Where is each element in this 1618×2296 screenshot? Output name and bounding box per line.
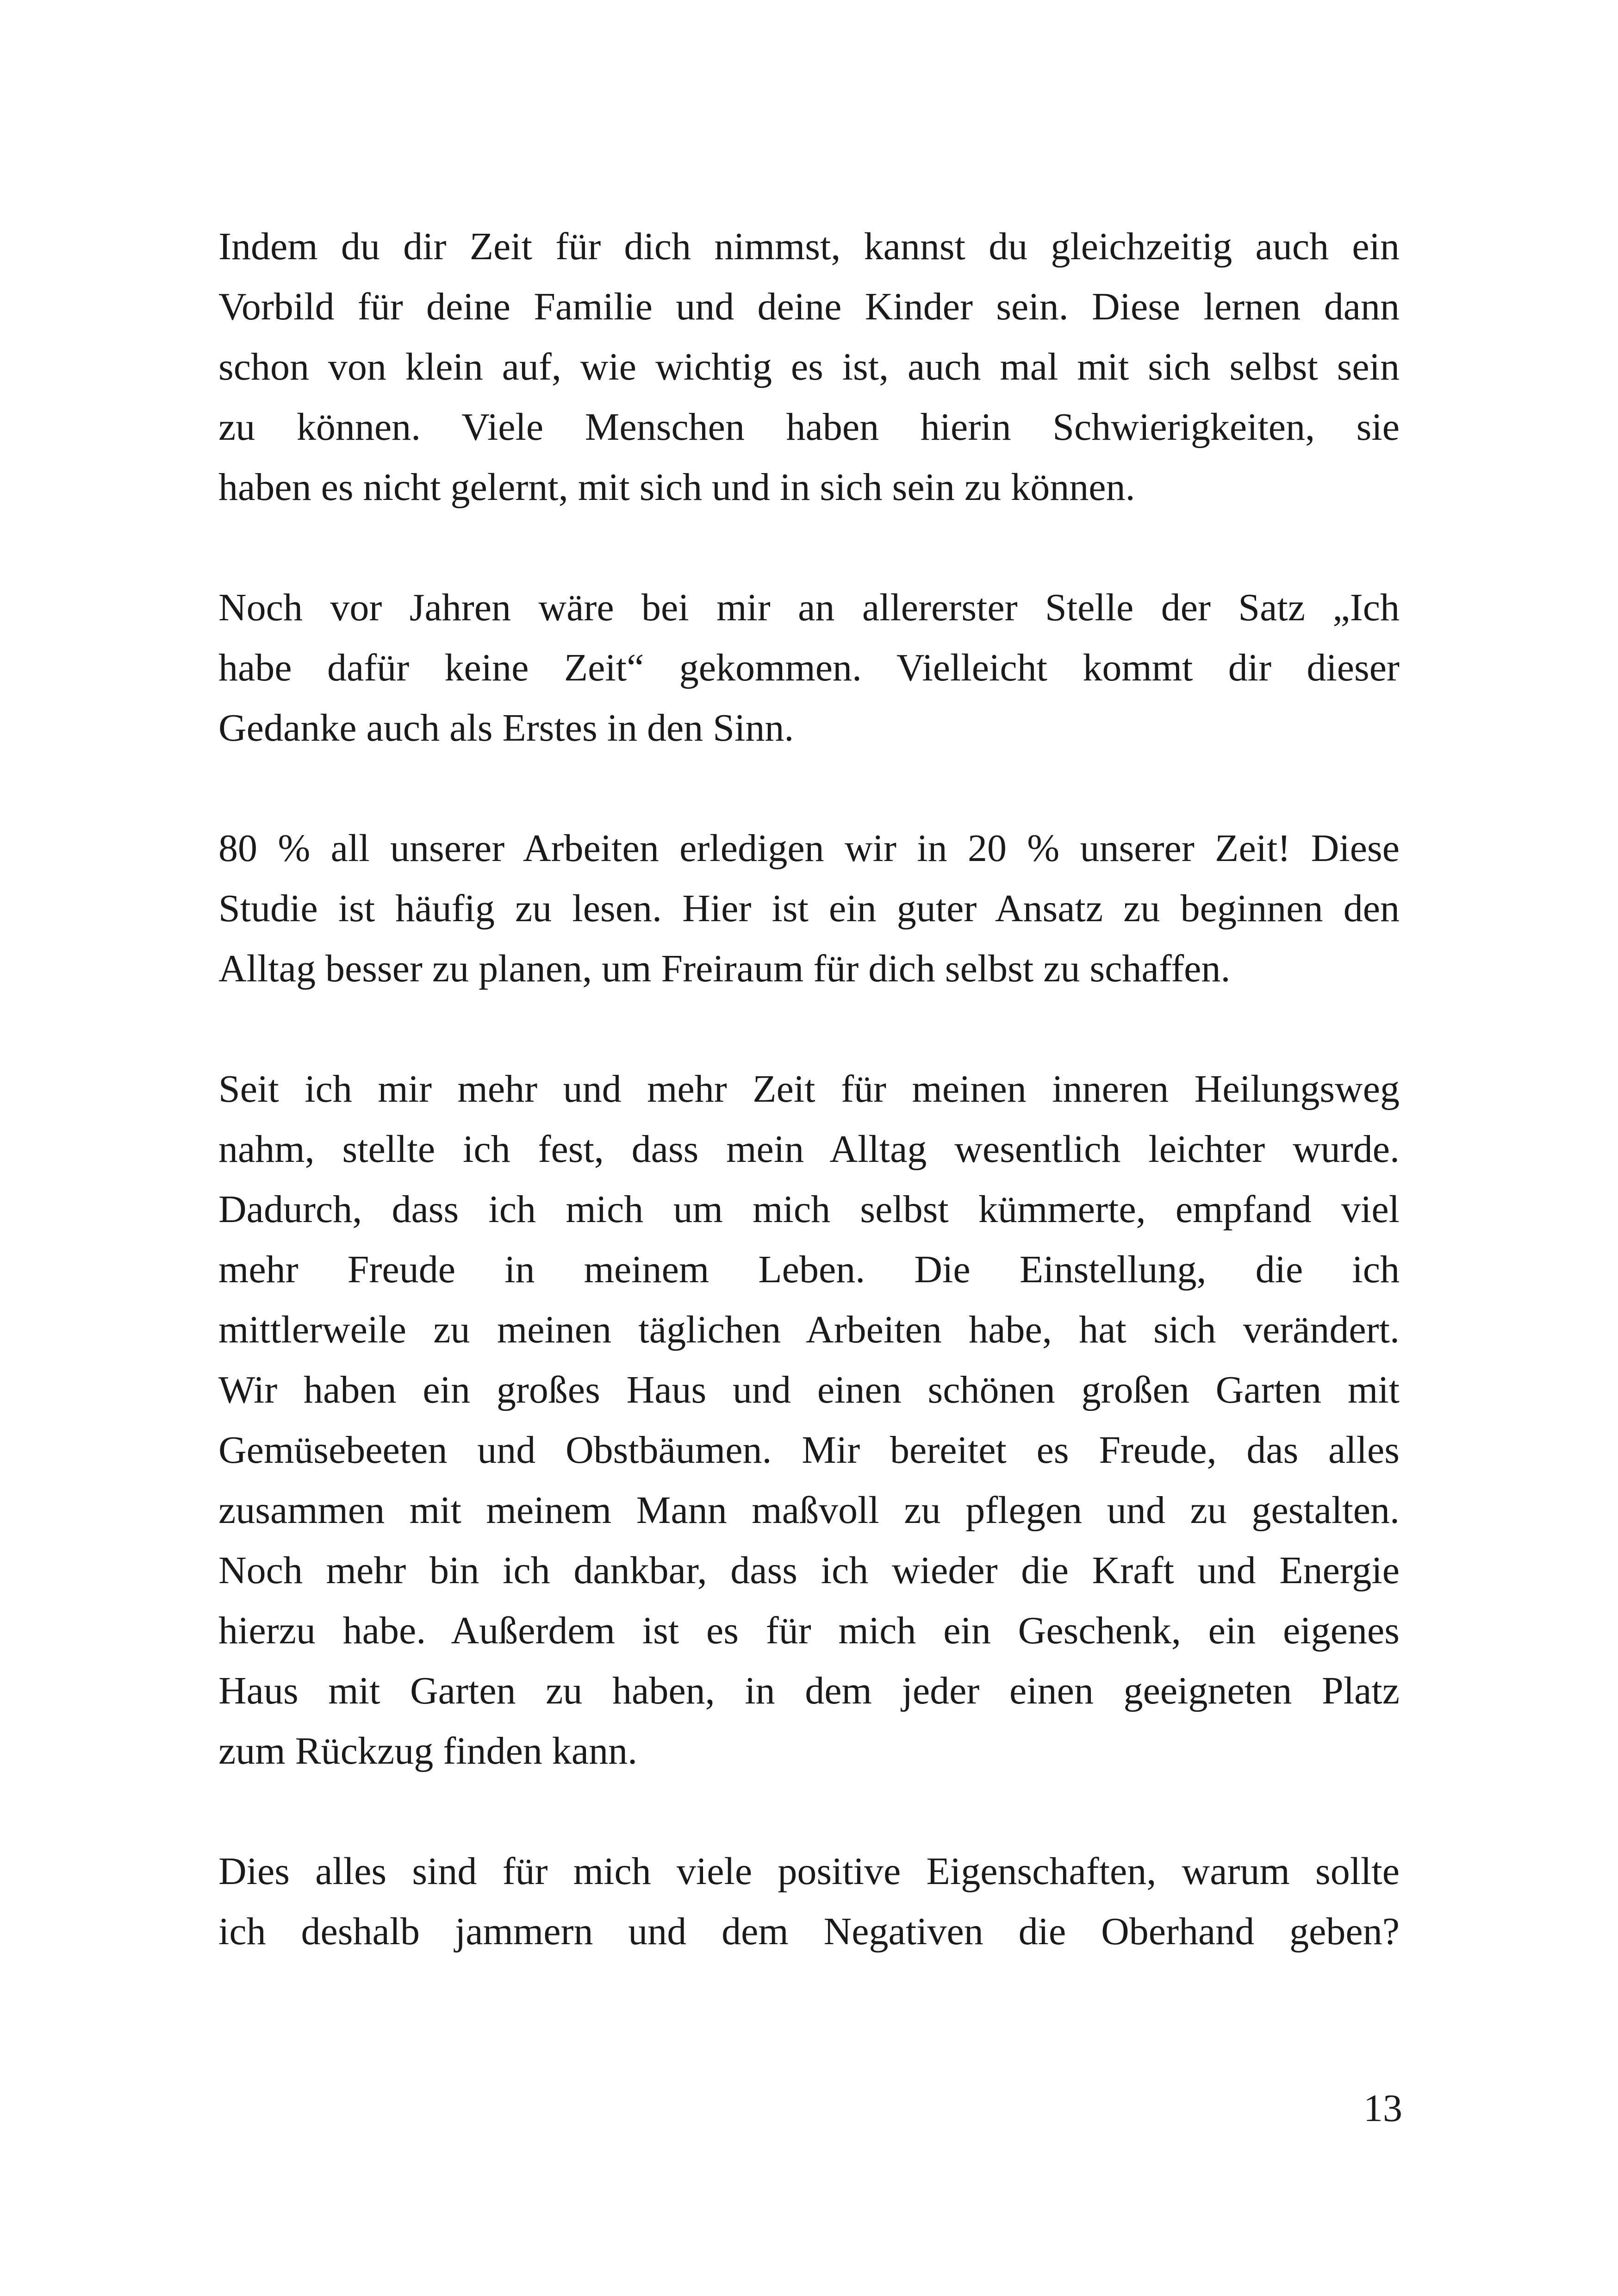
paragraph-3 (218, 818, 1400, 999)
paragraph-5 (218, 1841, 1400, 1962)
paragraph-line: hierzu habe. Außerdem ist es für mich ein Geschenk, ein eigenes (218, 1609, 1400, 1652)
paragraph-line: zu können. Viele Menschen haben hierin Schwierigkeiten, sie (218, 406, 1400, 449)
paragraph-line: Dies alles sind für mich viele positive Eigenschaften, warum sollte (218, 1850, 1400, 1893)
page-number: 13 (1363, 2087, 1402, 2130)
paragraph-line: mehr Freude in meinem Leben. Die Einstellung, die ich (218, 1248, 1400, 1291)
paragraph-line: ich deshalb jammern und dem Negativen die Oberhand geben? (218, 1910, 1400, 1953)
paragraph-line: Noch mehr bin ich dankbar, dass ich wieder die Kraft und Energie (218, 1549, 1400, 1592)
paragraph-line: Gedanke auch als Erstes in den Sinn. (218, 706, 794, 749)
paragraph-4 (218, 1059, 1400, 1781)
paragraph-line: schon von klein auf, wie wichtig es ist, auch mal mit sich selbst sein (218, 345, 1400, 388)
paragraph-line: Gemüsebeeten und Obstbäumen. Mir bereitet es Freude, das alles (218, 1429, 1400, 1472)
paragraph-line: 80 % all unserer Arbeiten erledigen wir in 20 % unserer Zeit! Diese (218, 827, 1400, 870)
paragraph-line: Seit ich mir mehr und mehr Zeit für meinen inneren Heilungsweg (218, 1067, 1400, 1111)
paragraph-line: Studie ist häufig zu lesen. Hier ist ein guter Ansatz zu beginnen den (218, 887, 1400, 930)
paragraph-line: Alltag besser zu planen, um Freiraum für dich selbst zu schaffen. (218, 947, 1231, 990)
paragraph-line: habe dafür keine Zeit“ gekommen. Vielleicht kommt dir dieser (218, 646, 1400, 689)
paragraph-line: Indem du dir Zeit für dich nimmst, kannst du gleichzeitig auch ein (218, 225, 1400, 268)
paragraph-1 (218, 217, 1400, 518)
paragraph-line: nahm, stellte ich fest, dass mein Alltag wesentlich leichter wurde. (218, 1128, 1400, 1171)
paragraph-line: Dadurch, dass ich mich um mich selbst kümmerte, empfand viel (218, 1188, 1400, 1231)
paragraph-2 (218, 578, 1400, 758)
paragraph-line: haben es nicht gelernt, mit sich und in sich sein zu können. (218, 466, 1135, 509)
paragraph-line: Noch vor Jahren wäre bei mir an allererster Stelle der Satz „Ich (218, 586, 1400, 629)
paragraph-line: Wir haben ein großes Haus und einen schönen großen Garten mit (218, 1368, 1400, 1411)
paragraph-line: zum Rückzug finden kann. (218, 1729, 638, 1772)
paragraph-line: mittlerweile zu meinen täglichen Arbeiten habe, hat sich verändert. (218, 1308, 1400, 1351)
paragraph-line: Vorbild für deine Familie und deine Kinder sein. Diese lernen dann (218, 285, 1400, 328)
paragraph-line: zusammen mit meinem Mann maßvoll zu pflegen und zu gestalten. (218, 1489, 1400, 1532)
paragraph-line: Haus mit Garten zu haben, in dem jeder einen geeigneten Platz (218, 1669, 1400, 1712)
